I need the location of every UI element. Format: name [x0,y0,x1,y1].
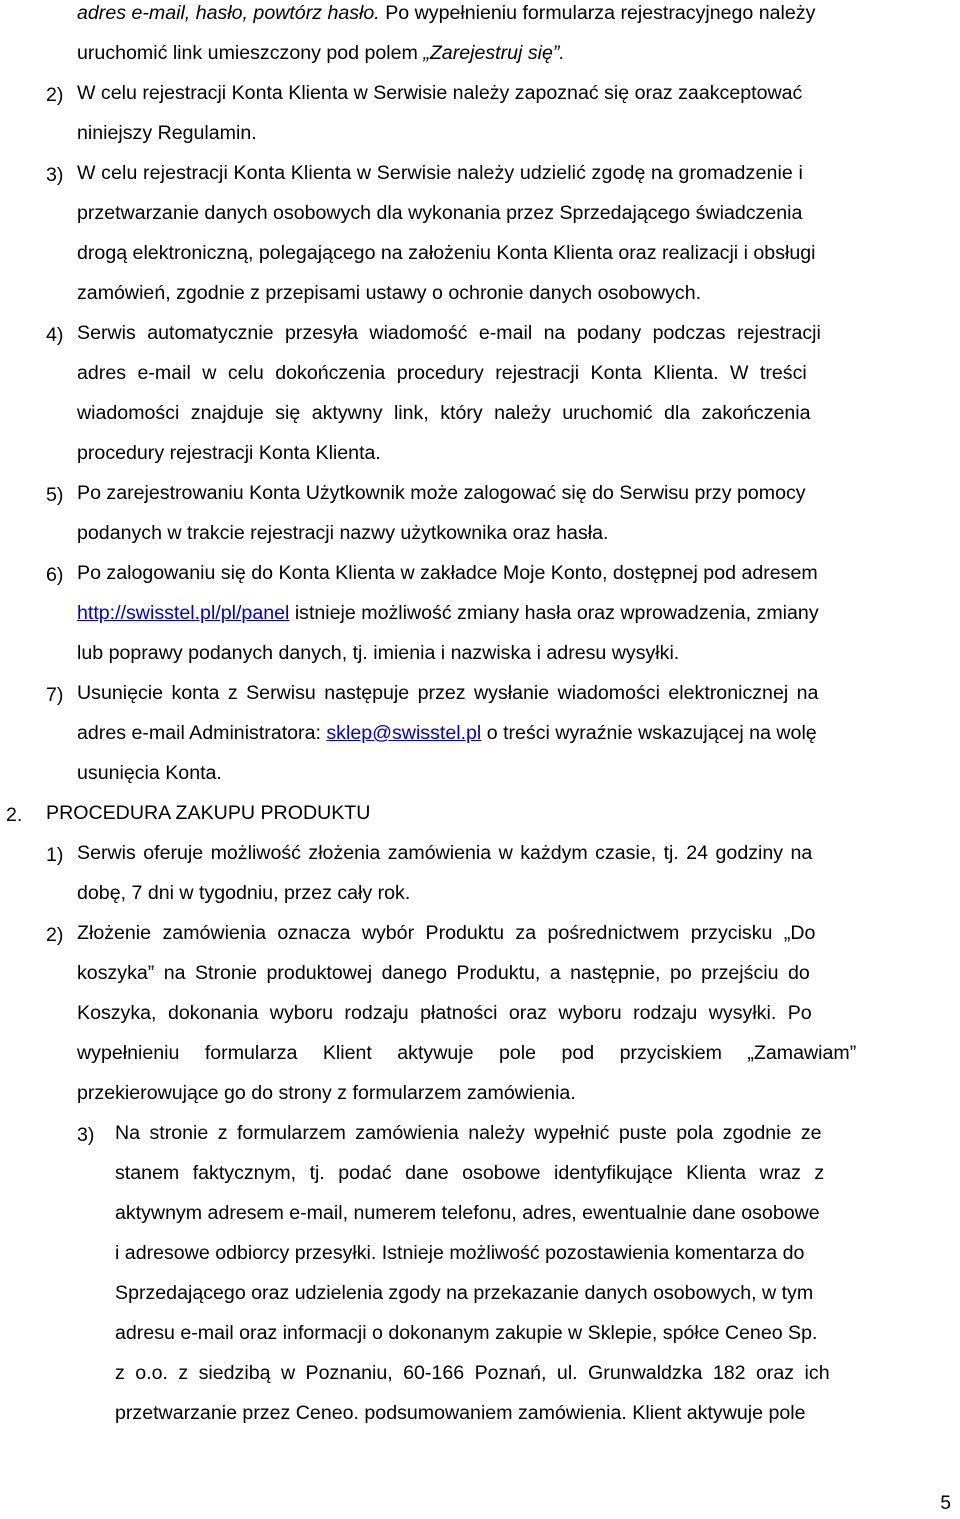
item-number: 2) [46,84,64,106]
italic-register: „Zarejestruj się”. [423,42,565,64]
text-line: wypełnieniu formularza Klient aktywuje pole pod przyciskiem „Zamawiam” [77,1042,857,1064]
text-span: o treści wyraźnie wskazującej na wolę [481,722,817,744]
item-number: 4) [46,324,64,346]
text-span: W celu rejestracji Konta Klienta w Serwisie należy zapoznać się oraz zaakceptować [77,82,803,104]
text-line: przetwarzanie przez Ceneo. podsumowaniem zamówienia. Klient aktywuje pole [115,1402,806,1424]
text-line [77,604,819,624]
text-span: uruchomić link umieszczony pod polem [77,42,424,64]
item-number: 3) [46,164,64,186]
text-line: usunięcia Konta. [77,762,222,784]
text-line: Serwis oferuje możliwość złożenia zamówienia w każdym czasie, tj. 24 godziny na [77,842,813,864]
text-line: Na stronie z formularzem zamówienia należy wypełnić puste pola zgodnie ze [115,1122,822,1144]
text-line [77,724,817,744]
text-line: przetwarzanie danych osobowych dla wykonania przez Sprzedającego świadczenia [77,202,803,224]
text-line: Złożenie zamówienia oznacza wybór Produktu za pośrednictwem przycisku „Do [77,922,816,944]
text-line: lub poprawy podanych danych, tj. imienia i nazwiska i adresu wysyłki. [77,642,680,664]
text-line: niniejszy Regulamin. [77,122,257,144]
section-number: 2. [6,804,23,826]
italic-fields: adres e-mail, hasło, powtórz hasło. [77,2,380,24]
text-line: W celu rejestracji Konta Klienta w Serwisie należy udzielić zgodę na gromadzenie i [77,162,803,184]
text-line: przekierowujące go do strony z formularzem zamówienia. [77,1082,576,1104]
text-line: Serwis automatycznie przesyła wiadomość e-mail na podany podczas rejestracji [77,322,821,344]
text-span: Po wypełnieniu formularza rejestracyjnego należy [379,2,816,24]
text-line: wiadomości znajduje się aktywny link, który należy uruchomić dla zakończenia [77,402,811,424]
text-line: koszyka” na Stronie produktowej danego Produktu, a następnie, po przejściu do [77,962,810,984]
text-line [77,4,815,24]
text-line: aktywnym adresem e-mail, numerem telefonu, adres, ewentualnie dane osobowe [115,1202,820,1224]
text-line: Usunięcie konta z Serwisu następuje przez wysłanie wiadomości elektronicznej na [77,682,819,704]
text-line [77,84,958,104]
item-number: 7) [46,684,64,706]
text-line: drogą elektroniczną, polegającego na założeniu Konta Klienta oraz realizacji i obsługi [77,242,816,264]
page-number: 5 [940,1493,951,1514]
section-heading: PROCEDURA ZAKUPU PRODUKTU [46,802,371,824]
text-line: podanych w trakcie rejestracji nazwy użytkownika oraz hasła. [77,522,609,544]
item-number: 5) [46,484,64,506]
text-line: procedury rejestracji Konta Klienta. [77,442,381,464]
item-number: 6) [46,564,64,586]
item-number: 3) [77,1124,95,1146]
text-line: Po zarejestrowaniu Konta Użytkownik może zalogować się do Serwisu przy pomocy [77,482,806,504]
text-span: adres e-mail Administratora: [77,722,327,744]
panel-link[interactable]: http://swisstel.pl/pl/panel [77,602,290,624]
item-number: 2) [46,924,64,946]
text-span: istnieje możliwość zmiany hasła oraz wprowadzenia, zmiany [289,602,819,624]
text-line: Koszyka, dokonania wyboru rodzaju płatności oraz wyboru rodzaju wysyłki. Po [77,1002,812,1024]
text-line: zamówień, zgodnie z przepisami ustawy o ochronie danych osobowych. [77,282,702,304]
text-line: Po zalogowaniu się do Konta Klienta w zakładce Moje Konto, dostępnej pod adresem [77,562,818,584]
text-line: adres e-mail w celu dokończenia procedury rejestracji Konta Klienta. W treści [77,362,807,384]
text-line [77,44,565,64]
text-line: i adresowe odbiorcy przesyłki. Istnieje możliwość pozostawienia komentarza do [115,1242,805,1264]
text-line: z o.o. z siedzibą w Poznaniu, 60-166 Poznań, ul. Grunwaldzka 182 oraz ich [115,1362,830,1384]
text-line: stanem faktycznym, tj. podać dane osobowe identyfikujące Klienta wraz z [115,1162,825,1184]
text-line: adresu e-mail oraz informacji o dokonanym zakupie w Sklepie, spółce Ceneo Sp. [115,1322,818,1344]
text-line: dobę, 7 dni w tygodniu, przez cały rok. [77,882,411,904]
item-number: 1) [46,844,64,866]
email-link[interactable]: sklep@swisstel.pl [326,722,482,744]
text-line: Sprzedającego oraz udzielenia zgody na przekazanie danych osobowych, w tym [115,1282,814,1304]
